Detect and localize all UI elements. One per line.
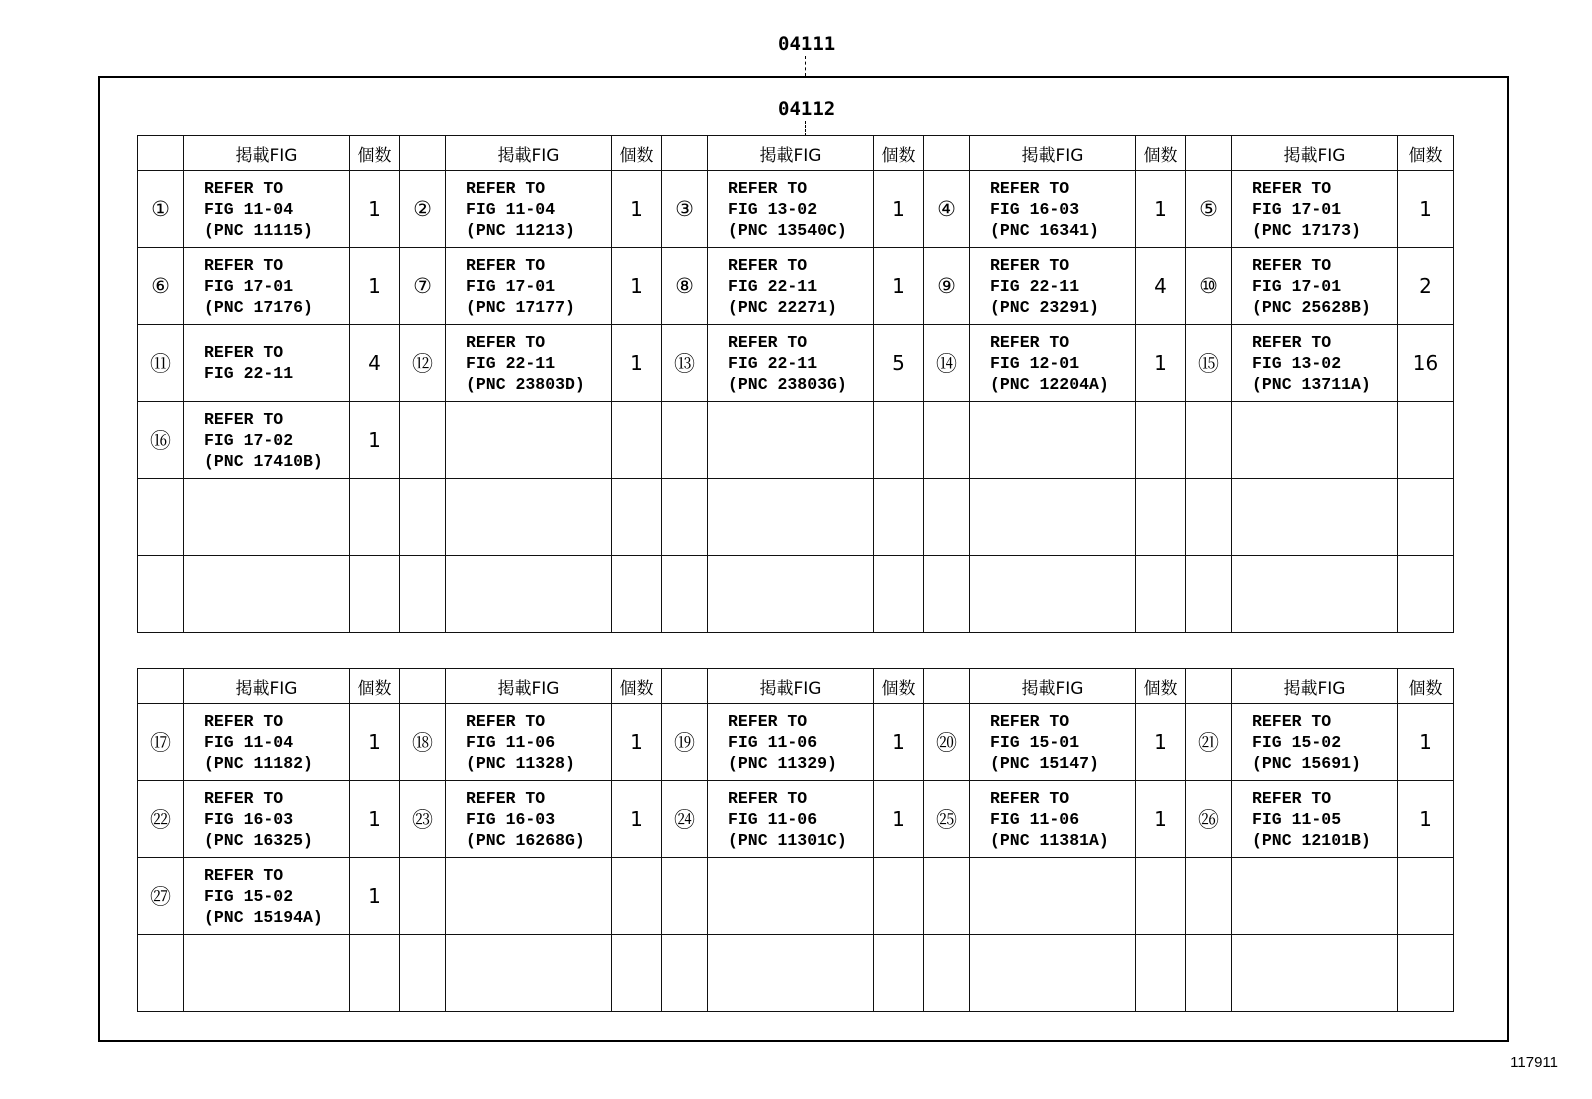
item-number — [138, 479, 184, 556]
fig-reference-cell — [1232, 479, 1398, 556]
item-number: ⑤ — [1186, 171, 1232, 248]
item-number: ⑮ — [1186, 325, 1232, 402]
quantity-cell: 1 — [874, 781, 924, 858]
quantity-cell: 1 — [612, 325, 662, 402]
fig-reference-cell — [708, 935, 874, 1012]
header-fig-cell: 掲載FIG — [446, 669, 612, 704]
header-fig-cell: 掲載FIG — [970, 669, 1136, 704]
fig-reference-cell — [1232, 171, 1398, 248]
fig-reference-line: (PNC 23803D) — [466, 374, 585, 394]
fig-reference-cell — [184, 556, 350, 633]
quantity-cell — [1398, 556, 1454, 633]
item-number: ㉔ — [662, 781, 708, 858]
fig-reference-line: (PNC 23291) — [990, 297, 1099, 317]
fig-reference-line: (PNC 11115) — [204, 220, 313, 240]
fig-reference-line: (PNC 25628B) — [1252, 297, 1371, 317]
header-qty-cell: 個数 — [350, 669, 400, 704]
item-number — [1186, 402, 1232, 479]
fig-reference-line: FIG 15-02 — [204, 886, 294, 906]
fig-reference-line: FIG 17-02 — [204, 430, 294, 450]
quantity-cell — [612, 935, 662, 1012]
fig-reference-cell — [184, 171, 350, 248]
quantity-cell: 1 — [1136, 171, 1186, 248]
item-number: ⑧ — [662, 248, 708, 325]
fig-reference-line: (PNC 12101B) — [1252, 830, 1371, 850]
item-number: ㉗ — [138, 858, 184, 935]
fig-reference-cell — [970, 858, 1136, 935]
fig-reference-cell — [184, 935, 350, 1012]
item-number — [400, 402, 446, 479]
fig-reference-cell — [1232, 402, 1398, 479]
fig-reference-cell — [446, 171, 612, 248]
fig-reference-line: REFER TO — [728, 711, 808, 731]
quantity-cell: 1 — [1136, 781, 1186, 858]
fig-reference-cell — [708, 479, 874, 556]
item-number: ㉕ — [924, 781, 970, 858]
quantity-cell: 1 — [350, 781, 400, 858]
fig-reference-cell — [446, 781, 612, 858]
header-num-cell — [1186, 136, 1232, 171]
fig-reference-line: FIG 11-04 — [204, 199, 294, 219]
item-number — [662, 402, 708, 479]
item-number: ⑲ — [662, 704, 708, 781]
item-number: ㉓ — [400, 781, 446, 858]
quantity-cell — [874, 479, 924, 556]
header-qty-cell: 個数 — [874, 136, 924, 171]
quantity-cell: 1 — [350, 704, 400, 781]
fig-reference-cell — [970, 325, 1136, 402]
header-fig-cell: 掲載FIG — [970, 136, 1136, 171]
table-row — [138, 479, 1454, 556]
quantity-cell — [350, 935, 400, 1012]
item-number — [924, 935, 970, 1012]
quantity-cell — [612, 556, 662, 633]
header-qty-cell: 個数 — [1136, 136, 1186, 171]
fig-reference-cell — [184, 402, 350, 479]
fig-reference-line: FIG 15-02 — [1252, 732, 1342, 752]
fig-reference-line: FIG 15-01 — [990, 732, 1080, 752]
quantity-cell — [1398, 402, 1454, 479]
fig-reference-line: FIG 16-03 — [466, 809, 556, 829]
fig-reference-line: (PNC 11213) — [466, 220, 575, 240]
quantity-cell — [350, 556, 400, 633]
header-fig-cell: 掲載FIG — [1232, 136, 1398, 171]
table-row — [138, 704, 1454, 781]
item-number: ③ — [662, 171, 708, 248]
header-qty-cell: 個数 — [1398, 669, 1454, 704]
quantity-cell: 5 — [874, 325, 924, 402]
header-row — [138, 669, 1454, 704]
fig-reference-line: FIG 11-06 — [728, 732, 818, 752]
item-number — [662, 858, 708, 935]
fig-reference-cell — [446, 248, 612, 325]
image-id: 117911 — [1510, 1054, 1558, 1071]
header-num-cell — [662, 669, 708, 704]
item-number — [138, 556, 184, 633]
fig-reference-line: FIG 11-05 — [1252, 809, 1342, 829]
quantity-cell — [612, 402, 662, 479]
fig-reference-line: (PNC 23803G) — [728, 374, 847, 394]
quantity-cell: 2 — [1398, 248, 1454, 325]
quantity-cell: 1 — [1398, 704, 1454, 781]
item-number: ㉒ — [138, 781, 184, 858]
quantity-cell — [1136, 935, 1186, 1012]
header-qty-cell: 個数 — [612, 136, 662, 171]
fig-reference-line: (PNC 11329) — [728, 753, 837, 773]
quantity-cell — [1136, 556, 1186, 633]
fig-reference-cell — [970, 171, 1136, 248]
quantity-cell: 1 — [350, 248, 400, 325]
item-number — [924, 858, 970, 935]
fig-reference-line: (PNC 17410B) — [204, 451, 323, 471]
quantity-cell — [874, 858, 924, 935]
fig-reference-line: REFER TO — [466, 711, 546, 731]
fig-reference-line: FIG 13-02 — [728, 199, 818, 219]
table-row — [138, 171, 1454, 248]
fig-reference-line: REFER TO — [728, 788, 808, 808]
fig-reference-line: (PNC 12204A) — [990, 374, 1109, 394]
fig-reference-line: (PNC 11381A) — [990, 830, 1109, 850]
quantity-cell: 4 — [350, 325, 400, 402]
item-number: ⑫ — [400, 325, 446, 402]
fig-reference-line: REFER TO — [204, 865, 284, 885]
item-number: ⑰ — [138, 704, 184, 781]
fig-reference-line: (PNC 16341) — [990, 220, 1099, 240]
item-number — [1186, 556, 1232, 633]
fig-reference-cell — [1232, 325, 1398, 402]
quantity-cell: 1 — [874, 704, 924, 781]
item-number: ② — [400, 171, 446, 248]
quantity-cell: 1 — [1136, 704, 1186, 781]
fig-reference-line: (PNC 22271) — [728, 297, 837, 317]
fig-reference-line: FIG 17-01 — [466, 276, 556, 296]
item-number — [924, 556, 970, 633]
fig-reference-cell — [708, 556, 874, 633]
fig-reference-cell — [446, 935, 612, 1012]
fig-reference-line: REFER TO — [204, 255, 284, 275]
header-fig-cell: 掲載FIG — [708, 669, 874, 704]
quantity-cell: 1 — [612, 248, 662, 325]
quantity-cell — [1136, 479, 1186, 556]
header-num-cell — [138, 136, 184, 171]
quantity-cell — [874, 935, 924, 1012]
fig-reference-cell — [970, 704, 1136, 781]
fig-reference-cell — [1232, 704, 1398, 781]
quantity-cell: 1 — [874, 248, 924, 325]
item-number: ⑯ — [138, 402, 184, 479]
fig-reference-line: FIG 11-06 — [728, 809, 818, 829]
fig-reference-line: REFER TO — [990, 711, 1070, 731]
fig-reference-cell — [1232, 858, 1398, 935]
header-num-cell — [400, 669, 446, 704]
fig-reference-cell — [184, 248, 350, 325]
fig-reference-line: (PNC 13540C) — [728, 220, 847, 240]
item-number: ㉑ — [1186, 704, 1232, 781]
header-fig-cell: 掲載FIG — [708, 136, 874, 171]
table-row — [138, 781, 1454, 858]
fig-reference-line: FIG 16-03 — [990, 199, 1080, 219]
quantity-cell: 1 — [1136, 325, 1186, 402]
fig-reference-line: REFER TO — [204, 343, 284, 362]
item-number — [662, 935, 708, 1012]
table-row — [138, 935, 1454, 1012]
fig-reference-line: (PNC 11301C) — [728, 830, 847, 850]
fig-reference-cell — [1232, 781, 1398, 858]
fig-reference-cell — [970, 479, 1136, 556]
header-fig-cell: 掲載FIG — [184, 669, 350, 704]
fig-reference-line: (PNC 16268G) — [466, 830, 585, 850]
fig-reference-line: FIG 13-02 — [1252, 353, 1342, 373]
fig-reference-cell — [446, 402, 612, 479]
fig-reference-line: REFER TO — [204, 788, 284, 808]
item-number — [400, 479, 446, 556]
fig-reference-line: FIG 22-11 — [728, 353, 818, 373]
fig-reference-cell — [184, 704, 350, 781]
fig-reference-line: FIG 11-04 — [466, 199, 556, 219]
fig-reference-cell — [1232, 556, 1398, 633]
fig-reference-line: (PNC 17176) — [204, 297, 313, 317]
fig-reference-line: REFER TO — [466, 332, 546, 352]
quantity-cell: 1 — [1398, 781, 1454, 858]
fig-reference-cell — [1232, 248, 1398, 325]
item-number — [662, 479, 708, 556]
fig-reference-cell — [708, 171, 874, 248]
item-number — [138, 935, 184, 1012]
quantity-cell — [1398, 479, 1454, 556]
header-row — [138, 136, 1454, 171]
quantity-cell: 4 — [1136, 248, 1186, 325]
item-number: ① — [138, 171, 184, 248]
fig-reference-cell — [446, 325, 612, 402]
leader-line-inner — [805, 121, 806, 136]
item-number: ⑥ — [138, 248, 184, 325]
fig-reference-line: FIG 22-11 — [204, 364, 294, 383]
fig-reference-line: REFER TO — [466, 788, 546, 808]
fig-reference-cell — [184, 479, 350, 556]
quantity-cell: 16 — [1398, 325, 1454, 402]
fig-reference-cell — [708, 248, 874, 325]
fig-reference-line: FIG 16-03 — [204, 809, 294, 829]
fig-reference-line: REFER TO — [466, 255, 546, 275]
item-number: ⑪ — [138, 325, 184, 402]
item-number: ⑬ — [662, 325, 708, 402]
fig-reference-line: (PNC 15147) — [990, 753, 1099, 773]
fig-reference-line: (PNC 11182) — [204, 753, 313, 773]
fig-reference-line: REFER TO — [990, 178, 1070, 198]
table-row — [138, 248, 1454, 325]
item-number: ⑭ — [924, 325, 970, 402]
quantity-cell — [874, 556, 924, 633]
assembly-label-outer: 04111 — [778, 33, 836, 55]
quantity-cell: 1 — [612, 171, 662, 248]
fig-reference-line: (PNC 17177) — [466, 297, 575, 317]
fig-reference-cell — [708, 781, 874, 858]
item-number — [1186, 858, 1232, 935]
header-fig-cell: 掲載FIG — [1232, 669, 1398, 704]
fig-reference-line: REFER TO — [1252, 332, 1332, 352]
quantity-cell — [1136, 402, 1186, 479]
header-num-cell — [924, 136, 970, 171]
header-num-cell — [1186, 669, 1232, 704]
fig-reference-cell — [1232, 935, 1398, 1012]
fig-reference-line: REFER TO — [990, 788, 1070, 808]
fig-reference-line: (PNC 17173) — [1252, 220, 1361, 240]
fig-reference-line: REFER TO — [1252, 711, 1332, 731]
table-row — [138, 858, 1454, 935]
fig-reference-cell — [970, 935, 1136, 1012]
fig-reference-line: REFER TO — [728, 332, 808, 352]
item-number: ⑩ — [1186, 248, 1232, 325]
item-number — [400, 556, 446, 633]
fig-reference-line: REFER TO — [204, 711, 284, 731]
fig-reference-line: FIG 11-04 — [204, 732, 294, 752]
header-qty-cell: 個数 — [1136, 669, 1186, 704]
item-number: ⑦ — [400, 248, 446, 325]
fig-reference-line: (PNC 13711A) — [1252, 374, 1371, 394]
item-number: ⑳ — [924, 704, 970, 781]
quantity-cell — [612, 479, 662, 556]
header-num-cell — [400, 136, 446, 171]
table-row — [138, 556, 1454, 633]
fig-reference-line: REFER TO — [466, 178, 546, 198]
quantity-cell: 1 — [350, 171, 400, 248]
item-number — [1186, 479, 1232, 556]
item-number — [400, 935, 446, 1012]
fig-reference-cell — [970, 248, 1136, 325]
item-number: ㉖ — [1186, 781, 1232, 858]
fig-reference-line: (PNC 11328) — [466, 753, 575, 773]
leader-line-outer — [805, 56, 806, 76]
fig-reference-cell — [708, 704, 874, 781]
fig-reference-line: FIG 22-11 — [466, 353, 556, 373]
assembly-label-inner: 04112 — [778, 98, 836, 120]
fig-reference-line: REFER TO — [1252, 255, 1332, 275]
header-num-cell — [924, 669, 970, 704]
quantity-cell: 1 — [612, 704, 662, 781]
header-qty-cell: 個数 — [612, 669, 662, 704]
table-row — [138, 402, 1454, 479]
quantity-cell: 1 — [350, 402, 400, 479]
fig-reference-line: REFER TO — [204, 178, 284, 198]
fig-reference-line: REFER TO — [1252, 178, 1332, 198]
fig-reference-line: FIG 22-11 — [728, 276, 818, 296]
item-number — [400, 858, 446, 935]
fig-reference-cell — [708, 858, 874, 935]
header-qty-cell: 個数 — [1398, 136, 1454, 171]
item-number: ⑨ — [924, 248, 970, 325]
item-number: ④ — [924, 171, 970, 248]
fig-reference-cell — [446, 858, 612, 935]
header-num-cell — [138, 669, 184, 704]
fig-reference-line: REFER TO — [1252, 788, 1332, 808]
fig-reference-cell — [446, 556, 612, 633]
fig-reference-line: REFER TO — [990, 255, 1070, 275]
fig-reference-line: FIG 11-06 — [466, 732, 556, 752]
item-number — [924, 402, 970, 479]
fig-reference-cell — [708, 402, 874, 479]
header-qty-cell: 個数 — [350, 136, 400, 171]
fig-reference-line: FIG 17-01 — [1252, 199, 1342, 219]
quantity-cell — [350, 479, 400, 556]
parts-table-1 — [137, 135, 1454, 633]
header-fig-cell: 掲載FIG — [446, 136, 612, 171]
quantity-cell — [1398, 935, 1454, 1012]
quantity-cell — [1136, 858, 1186, 935]
quantity-cell — [874, 402, 924, 479]
fig-reference-cell — [970, 402, 1136, 479]
item-number — [1186, 935, 1232, 1012]
fig-reference-cell — [184, 325, 350, 402]
item-number — [662, 556, 708, 633]
fig-reference-line: FIG 22-11 — [990, 276, 1080, 296]
header-fig-cell: 掲載FIG — [184, 136, 350, 171]
quantity-cell: 1 — [612, 781, 662, 858]
fig-reference-cell — [446, 479, 612, 556]
fig-reference-line: FIG 17-01 — [204, 276, 294, 296]
parts-table-2 — [137, 668, 1454, 1012]
fig-reference-line: FIG 12-01 — [990, 353, 1080, 373]
fig-reference-line: (PNC 15194A) — [204, 907, 323, 927]
fig-reference-line: (PNC 16325) — [204, 830, 313, 850]
fig-reference-line: REFER TO — [990, 332, 1070, 352]
fig-reference-cell — [970, 556, 1136, 633]
item-number — [924, 479, 970, 556]
item-number: ⑱ — [400, 704, 446, 781]
header-qty-cell: 個数 — [874, 669, 924, 704]
quantity-cell — [1398, 858, 1454, 935]
fig-reference-cell — [970, 781, 1136, 858]
quantity-cell — [612, 858, 662, 935]
fig-reference-cell — [446, 704, 612, 781]
fig-reference-cell — [184, 781, 350, 858]
fig-reference-line: (PNC 15691) — [1252, 753, 1361, 773]
fig-reference-line: FIG 11-06 — [990, 809, 1080, 829]
quantity-cell: 1 — [1398, 171, 1454, 248]
fig-reference-line: REFER TO — [728, 255, 808, 275]
fig-reference-line: REFER TO — [728, 178, 808, 198]
quantity-cell: 1 — [874, 171, 924, 248]
fig-reference-line: FIG 17-01 — [1252, 276, 1342, 296]
quantity-cell: 1 — [350, 858, 400, 935]
fig-reference-line: REFER TO — [204, 409, 284, 429]
table-row — [138, 325, 1454, 402]
fig-reference-cell — [708, 325, 874, 402]
header-num-cell — [662, 136, 708, 171]
fig-reference-cell — [184, 858, 350, 935]
